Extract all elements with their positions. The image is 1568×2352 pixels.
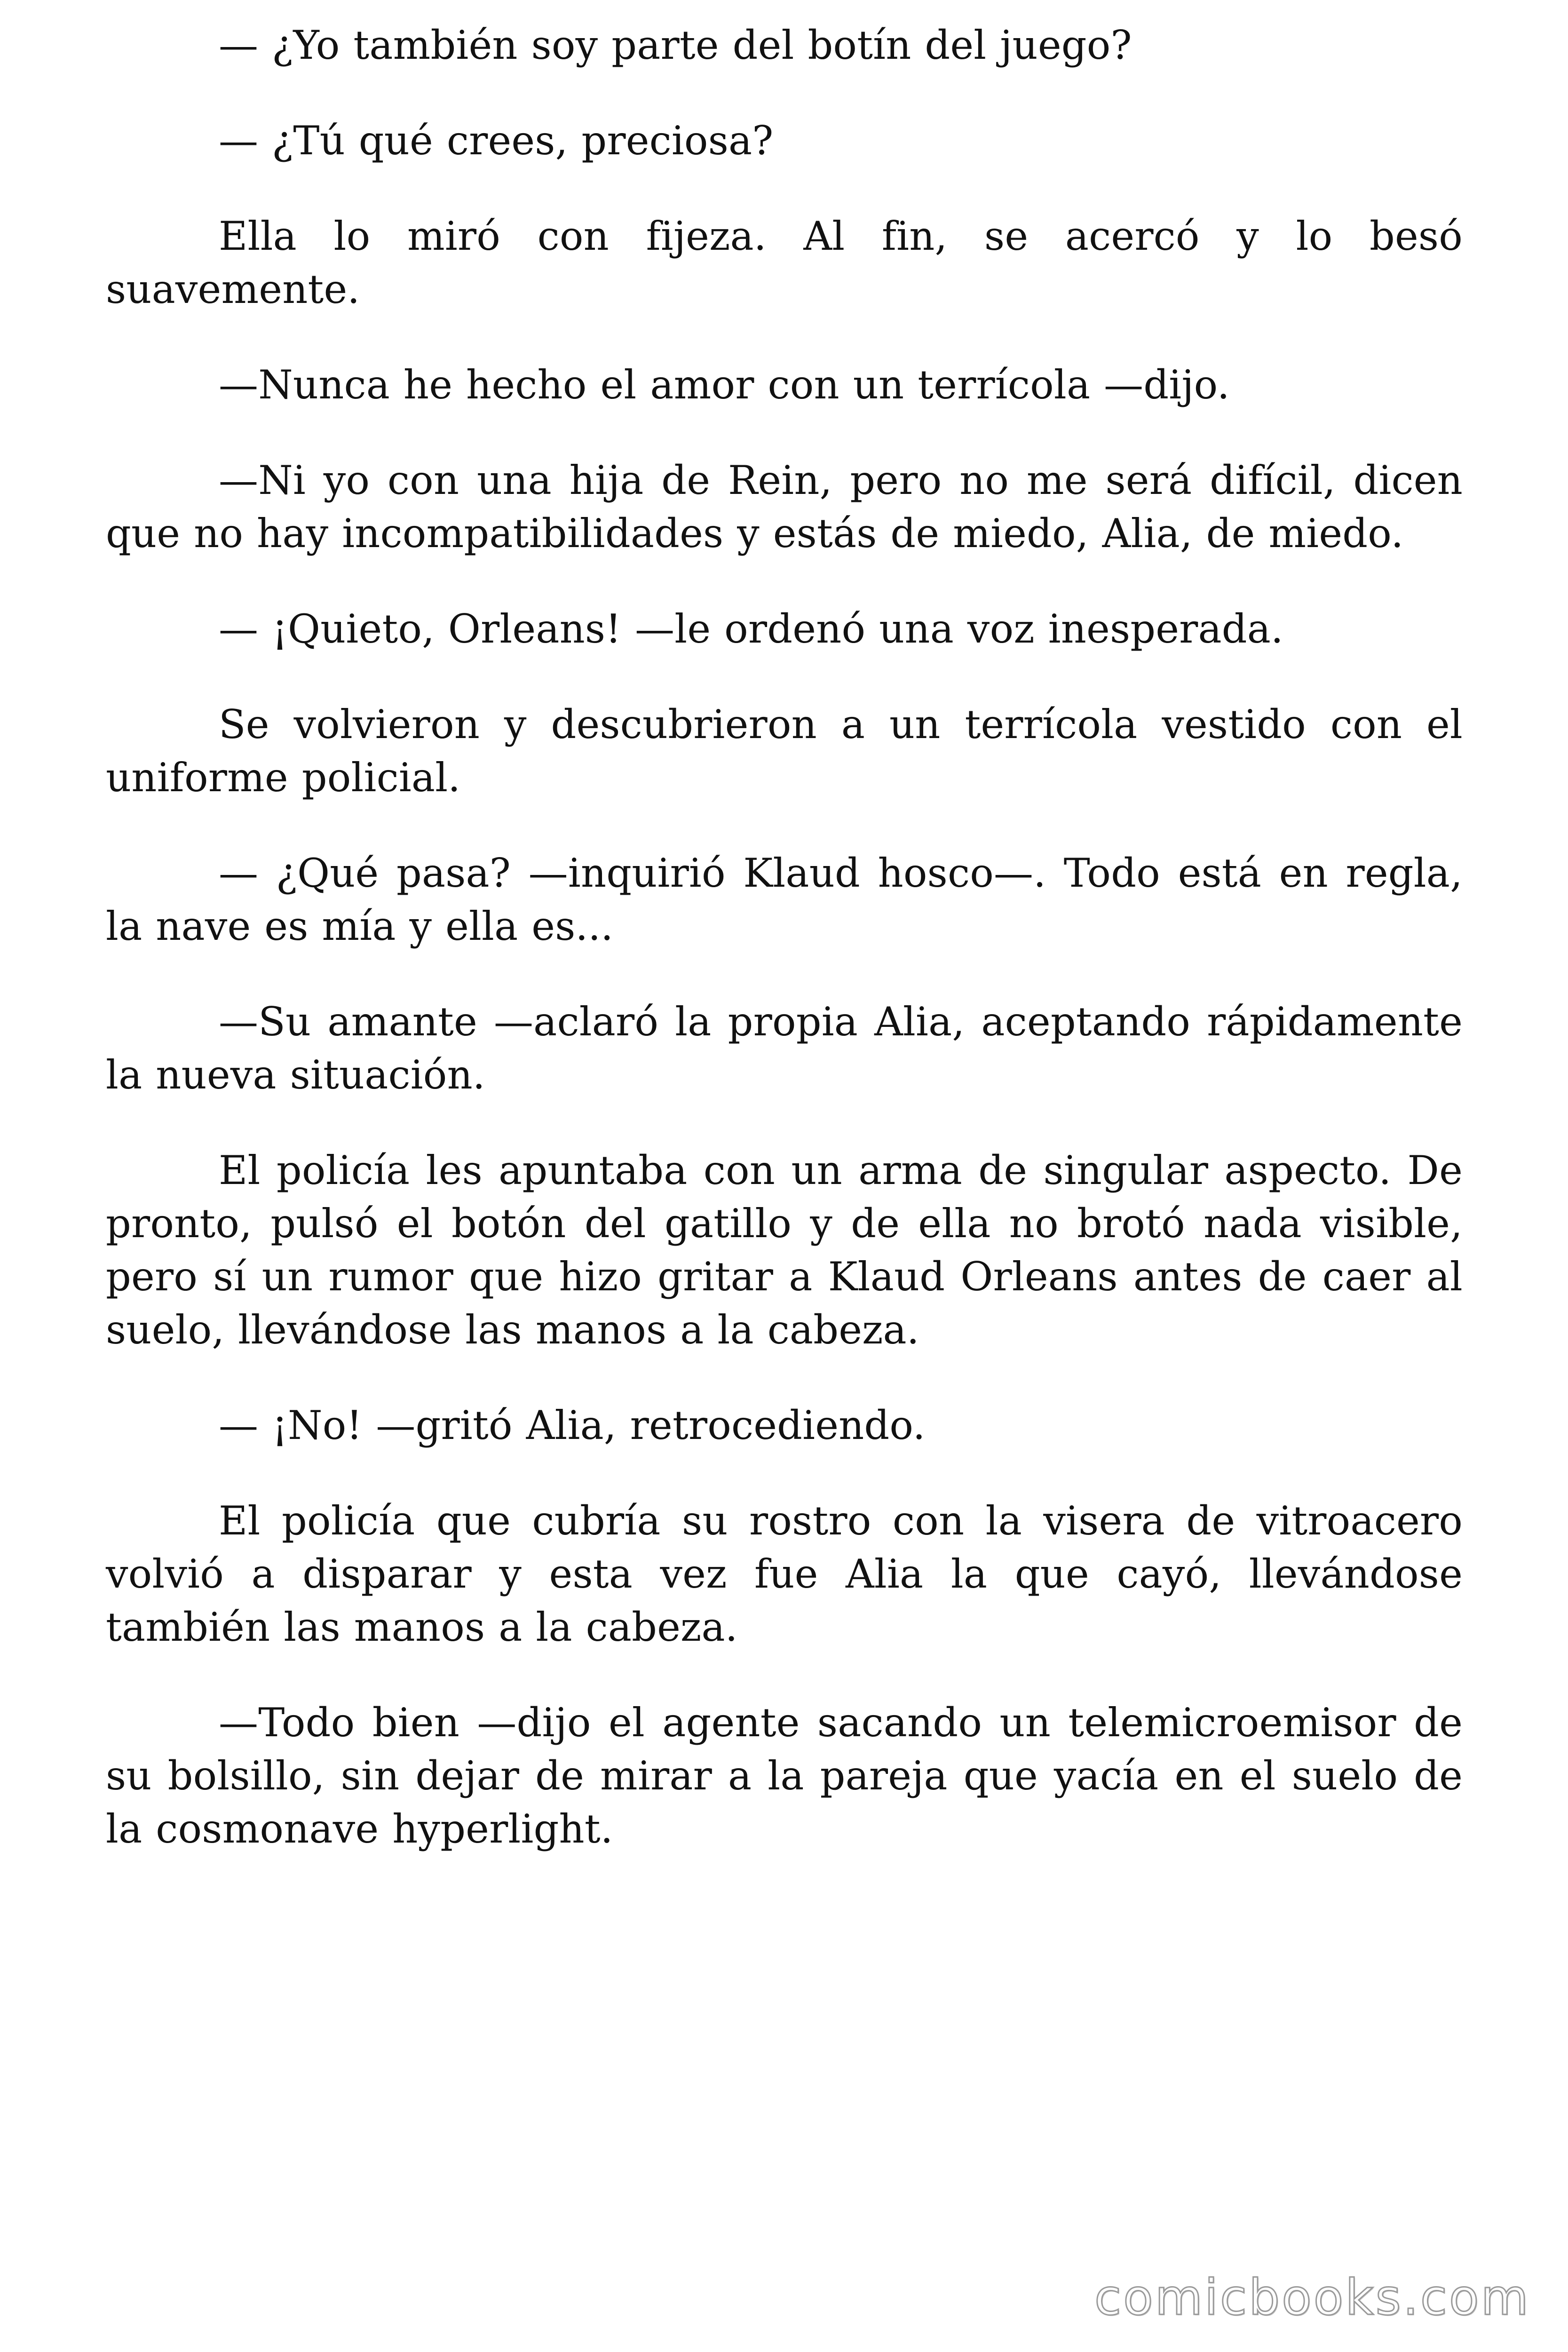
paragraph: —Ni yo con una hija de Rein, pero no me será difícil, dicen que no hay incompatibilidades y estás de miedo, Alia, de miedo. — [106, 457, 1463, 556]
paragraph: El policía que cubría su rostro con la visera de vitroacero volvió a disparar y esta vez fue Alia la que cayó, llevándose también las manos a la cabeza. — [106, 1498, 1463, 1650]
watermark: comicbooks.com — [1094, 2269, 1530, 2326]
paragraph: — ¿Qué pasa? —inquirió Klaud hosco—. Todo está en regla, la nave es mía y ella es... — [106, 850, 1463, 949]
paragraph: Ella lo miró con fijeza. Al fin, se acercó y lo besó suavemente. — [106, 213, 1463, 312]
paragraph: —Su amante —aclaró la propia Alia, aceptando rápidamente la nueva situación. — [106, 999, 1463, 1098]
paragraph: — ¿Yo también soy parte del botín del juego? — [219, 22, 1132, 68]
paragraph: Se volvieron y descubrieron a un terrícola vestido con el uniforme policial. — [106, 701, 1463, 801]
text-body — [106, 19, 1463, 1898]
paragraph: — ¿Tú qué crees, preciosa? — [219, 118, 774, 164]
paragraph: — ¡Quieto, Orleans! —le ordenó una voz inesperada. — [219, 606, 1283, 652]
paragraph: —Nunca he hecho el amor con un terrícola —dijo. — [219, 362, 1230, 408]
paragraph: —Todo bien —dijo el agente sacando un telemicroemisor de su bolsillo, sin dejar de mirar a la pareja que yacía en el suelo de la cosmonave hyperlight. — [106, 1700, 1463, 1852]
paragraph: El policía les apuntaba con un arma de singular aspecto. De pronto, pulsó el botón del gatillo y de ella no brotó nada visible, pero sí un rumor que hizo gritar a Klaud Orleans antes de caer al suelo, llevándose las manos a la cabeza. — [106, 1147, 1463, 1353]
paragraph: — ¡No! —gritó Alia, retrocediendo. — [219, 1402, 926, 1448]
